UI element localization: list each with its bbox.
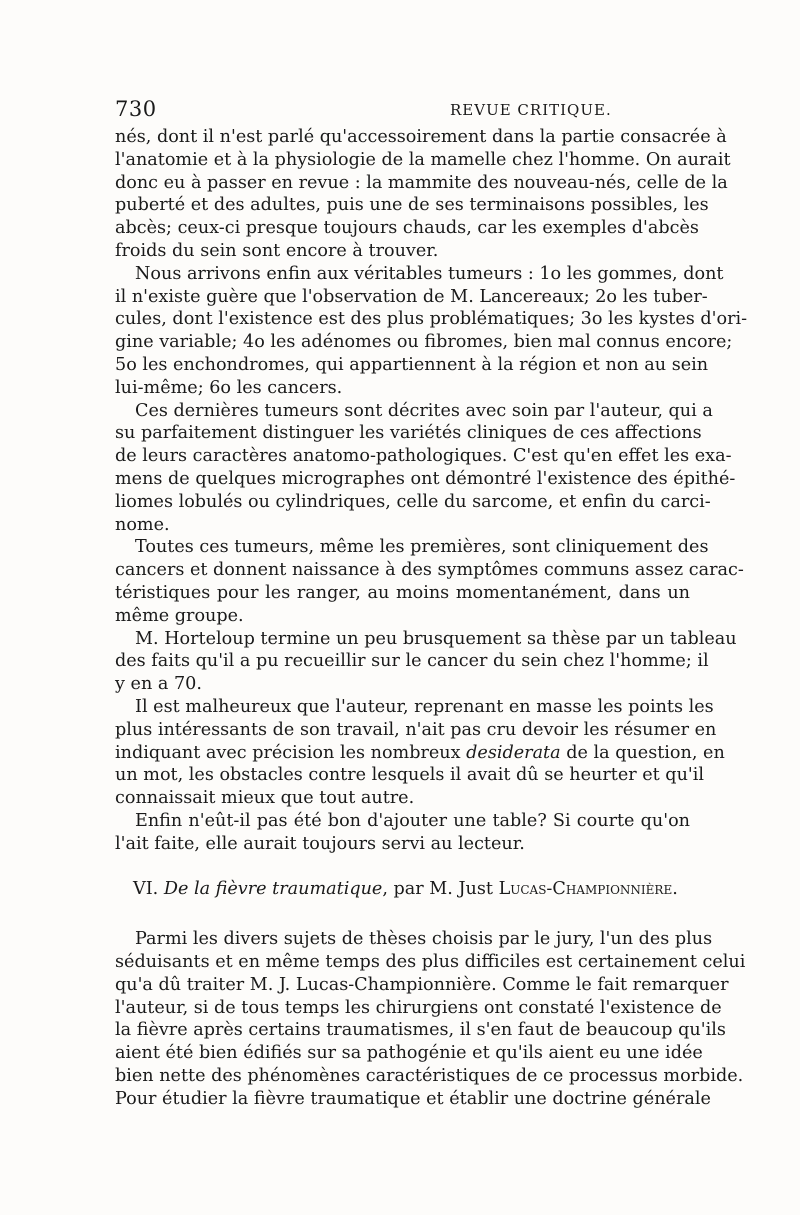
text-line: téristiques pour les ranger, au moins momentanément, dans un	[115, 582, 690, 603]
text-line: nés, dont il n'est parlé qu'accessoirement dans la partie consacrée à	[115, 127, 727, 147]
text-line: froids du sein sont encore à trouver.	[115, 240, 439, 261]
running-head: REVUE CRITIQUE.	[450, 101, 612, 119]
text-segment: de la question, en	[560, 742, 725, 763]
text-line: aient été bien édifiés sur sa pathogénie et qu'ils aient eu une idée	[115, 1043, 703, 1064]
text-line: nome.	[115, 514, 170, 535]
text-line: Il est malheureux que l'auteur, reprenant en masse les points les	[135, 696, 714, 717]
text-line: Ces dernières tumeurs sont décrites avec soin par l'auteur, qui a	[135, 400, 713, 421]
text-line: l'ait faite, elle aurait toujours servi au lecteur.	[115, 833, 525, 854]
text-line: mens de quelques micrographes ont démontré l'existence des épithé-	[115, 468, 736, 489]
text-line: cancers et donnent naissance à des symptômes communs assez carac-	[115, 560, 744, 581]
text-line: des faits qu'il a pu recueillir sur le cancer du sein chez l'homme; il	[115, 651, 709, 672]
text-line: su parfaitement distinguer les variétés cliniques de ces affections	[115, 423, 702, 444]
text-line: abcès; ceux-ci presque toujours chauds, car les exemples d'abcès	[115, 218, 699, 239]
text-line: Parmi les divers sujets de thèses choisis par le jury, l'un des plus	[135, 929, 713, 950]
page-header	[115, 97, 690, 125]
section-by: , par M. Just	[382, 878, 499, 899]
text-line	[115, 742, 725, 765]
text-line: puberté et des adultes, puis une de ses terminaisons possibles, les	[115, 195, 709, 216]
text-line: il n'existe guère que l'observation de M. Lancereaux; 2o les tuber-	[115, 286, 708, 307]
text-line: un mot, les obstacles contre lesquels il avait dû se heurter et qu'il	[115, 765, 704, 786]
section-heading	[115, 878, 690, 901]
text-line: donc eu à passer en revue : la mammite des nouveau-nés, celle de la	[115, 172, 728, 193]
text-line: Nous arrivons enfin aux véritables tumeurs : 1o les gommes, dont	[135, 263, 724, 284]
section-end: .	[672, 878, 678, 899]
italic-term: desiderata	[466, 742, 561, 763]
text-line: Enfin n'eût-il pas été bon d'ajouter une table? Si courte qu'on	[135, 810, 690, 831]
text-line: bien nette des phénomènes caractéristiques de ce processus morbide.	[115, 1066, 744, 1087]
section-author: Lucas-Championnière	[498, 878, 673, 899]
text-line: séduisants et en même temps des plus difficiles est certainement celui	[115, 952, 746, 973]
section-number: VI.	[133, 878, 159, 899]
text-line: Toutes ces tumeurs, même les premières, sont cliniquement des	[135, 537, 709, 558]
body-text	[115, 126, 748, 1111]
text-line: M. Horteloup termine un peu brusquement sa thèse par un tableau	[135, 628, 737, 649]
text-line: plus intéressants de son travail, n'ait pas cru devoir les résumer en	[115, 719, 717, 740]
text-line: connaissait mieux que tout autre.	[115, 788, 415, 809]
text-line: 5o les enchondromes, qui appartiennent à la région et non au sein	[115, 354, 709, 375]
text-line: la fièvre après certains traumatismes, il s'en faut de beaucoup qu'ils	[115, 1020, 726, 1041]
text-line: lui-même; 6o les cancers.	[115, 377, 343, 398]
text-line: l'anatomie et à la physiologie de la mamelle chez l'homme. On aurait	[115, 149, 731, 170]
text-line: gine variable; 4o les adénomes ou fibromes, bien mal connus encore;	[115, 332, 733, 353]
text-line: qu'a dû traiter M. J. Lucas-Championnière. Comme le fait remarquer	[115, 974, 729, 995]
text-segment: indiquant avec précision les nombreux	[115, 742, 467, 763]
page-number: 730	[115, 97, 157, 121]
text-line: liomes lobulés ou cylindriques, celle du sarcome, et enfin du carci-	[115, 491, 711, 512]
text-line: y en a 70.	[115, 674, 202, 695]
text-line: l'auteur, si de tous temps les chirurgiens ont constaté l'existence de	[115, 997, 722, 1018]
text-line: de leurs caractères anatomo-pathologiques. C'est qu'en effet les exa-	[115, 446, 732, 467]
text-line: même groupe.	[115, 605, 244, 626]
text-line: Pour étudier la fièvre traumatique et établir une doctrine générale	[115, 1088, 711, 1109]
text-line: cules, dont l'existence est des plus problématiques; 3o les kystes d'ori-	[115, 309, 748, 330]
section-title: De la fièvre traumatique	[163, 878, 383, 899]
